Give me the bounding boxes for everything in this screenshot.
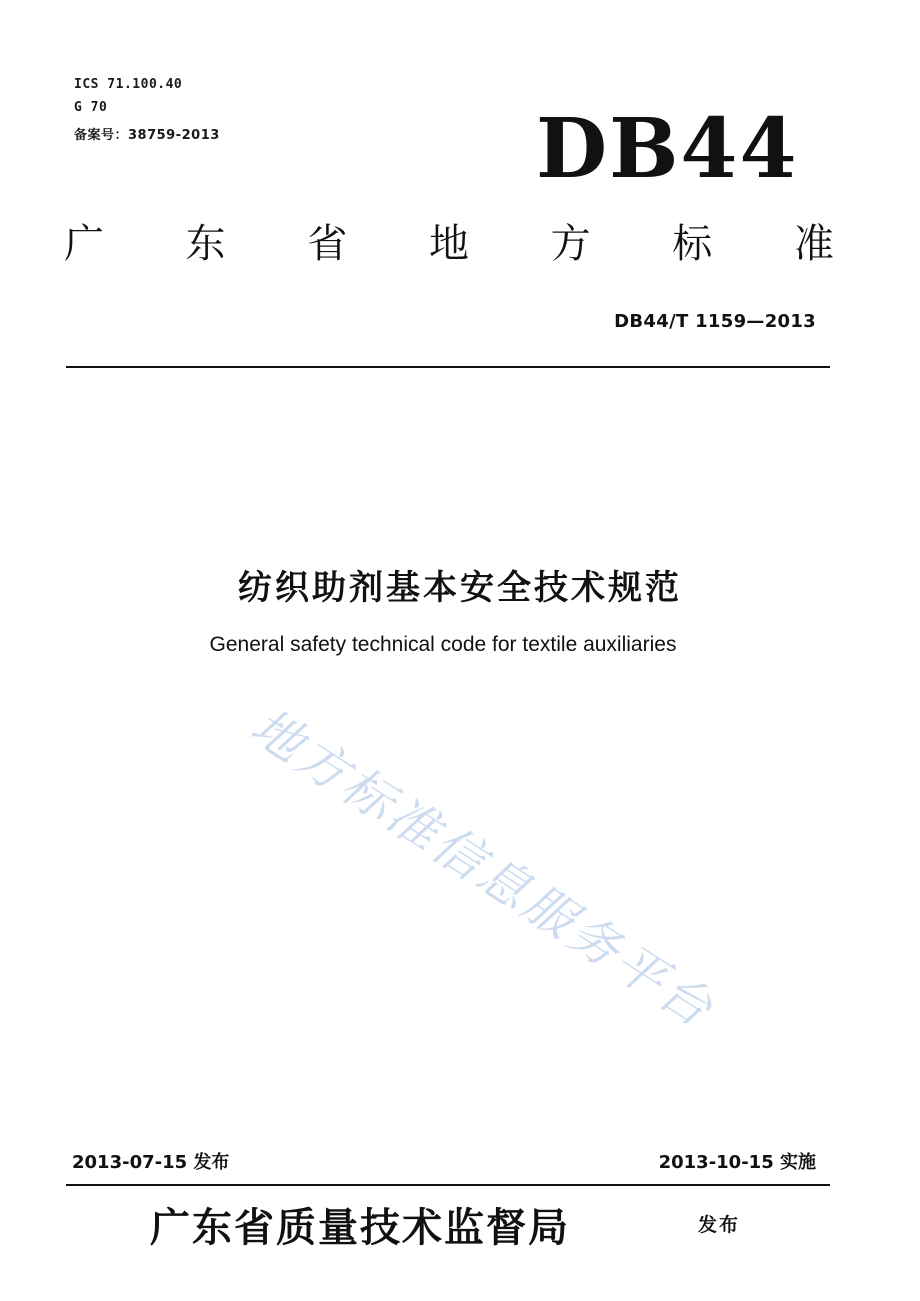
bottom-divider [66, 1184, 830, 1186]
standard-type-char: 东 [185, 221, 226, 267]
ics-code: ICS 71.100.40 [74, 77, 183, 92]
standard-type-char: 广 [64, 221, 104, 267]
standard-type-char: 地 [428, 221, 469, 267]
implementation-date: 2013-10-15 实施 [658, 1152, 816, 1173]
document-title-chinese: 纺织助剂基本安全技术规范 [238, 568, 682, 608]
standard-number: DB44/T 1159—2013 [614, 311, 816, 332]
issuing-authority: 广东省质量技术监督局 [150, 1204, 570, 1251]
standard-type-heading [64, 220, 834, 268]
document-title-english: General safety technical code for textile auxiliaries [209, 633, 677, 656]
db-logo: DB44 [536, 101, 799, 197]
top-divider [66, 366, 830, 368]
watermark: 地方标准信息服务平台 [240, 696, 726, 1040]
filing-number: 备案号：38759-2013 [74, 128, 220, 143]
ccs-code: G 70 [74, 100, 108, 115]
standard-type-char: 方 [550, 221, 591, 267]
standard-type-char: 标 [672, 221, 713, 267]
standard-type-char: 省 [307, 221, 348, 267]
issuing-suffix: 发布 [698, 1214, 741, 1236]
issue-date: 2013-07-15 发布 [72, 1152, 230, 1173]
standard-type-char: 准 [793, 221, 834, 267]
